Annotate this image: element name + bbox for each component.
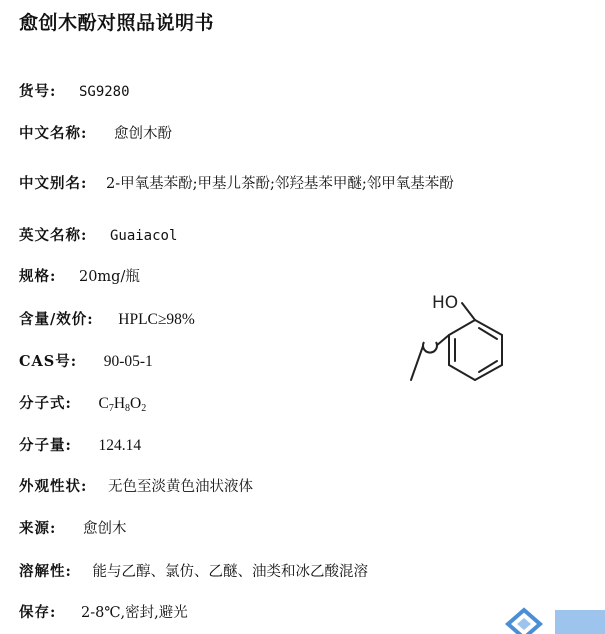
field-label: CAS号:: [19, 353, 78, 370]
oxygen-atom-label: [423, 340, 437, 354]
field-label: 中文名称:: [19, 125, 88, 142]
field-content: [19, 310, 195, 330]
field-value: 愈创木酚: [113, 126, 172, 142]
field-value: SG9280: [78, 84, 130, 100]
field-spec: [19, 267, 140, 287]
field-value: Guaiacol: [109, 228, 178, 244]
field-appearance: [19, 477, 253, 497]
ether-bond: [436, 335, 449, 346]
field-value: $C_7H_8O_2$: [98, 395, 147, 414]
field-value: HPLC≥98%: [118, 311, 195, 328]
field-label: 分子式:: [19, 395, 72, 412]
field-value: 无色至淡黄色油状液体: [107, 479, 253, 495]
field-label: 保存:: [19, 604, 57, 621]
field-label: 英文名称:: [19, 227, 88, 244]
field-cn-name: [19, 124, 172, 144]
field-value: 愈创木: [82, 521, 127, 537]
diamond-logo-icon: [508, 610, 540, 634]
field-value: 2-甲氧基苯酚;甲基儿茶酚;邻羟基苯甲醚;邻甲氧基苯酚: [105, 176, 454, 192]
field-value: 124.14: [98, 437, 142, 454]
field-label: 货号:: [19, 83, 57, 100]
field-label: 规格:: [19, 268, 57, 285]
field-label: 含量/效价:: [19, 311, 94, 328]
field-value: 20mg/瓶: [78, 269, 140, 285]
field-solubility: [19, 562, 368, 582]
brand-logo: [500, 604, 605, 634]
field-mw: [19, 436, 141, 456]
field-storage: [19, 603, 188, 623]
field-en-name: [19, 226, 177, 246]
guaiacol-structure-diagram: [398, 282, 538, 392]
field-label: 溶解性:: [19, 563, 72, 580]
field-value: 2-8℃,密封,避光: [80, 605, 188, 621]
field-formula: [19, 394, 146, 419]
ring-bond: [449, 365, 475, 380]
field-label: 分子量:: [19, 437, 72, 454]
field-label: 外观性状:: [19, 478, 88, 495]
field-source: [19, 519, 126, 539]
field-label: 来源:: [19, 520, 57, 537]
field-value: 90-05-1: [103, 353, 153, 370]
methyl-bond: [411, 346, 423, 380]
field-value: 能与乙醇、氯仿、乙醚、油类和冰乙酸混溶: [92, 564, 368, 580]
field-item-no: [19, 82, 130, 102]
document-title: 愈创木酚对照品说明书: [19, 12, 215, 34]
hydroxyl-label: HO: [432, 293, 459, 313]
ring-bond: [449, 320, 475, 335]
hydroxyl-bond: [462, 303, 475, 320]
field-cn-alias: [19, 174, 454, 194]
logo-bar: [555, 610, 605, 634]
field-cas: [19, 352, 153, 372]
field-label: 中文别名:: [19, 175, 88, 192]
